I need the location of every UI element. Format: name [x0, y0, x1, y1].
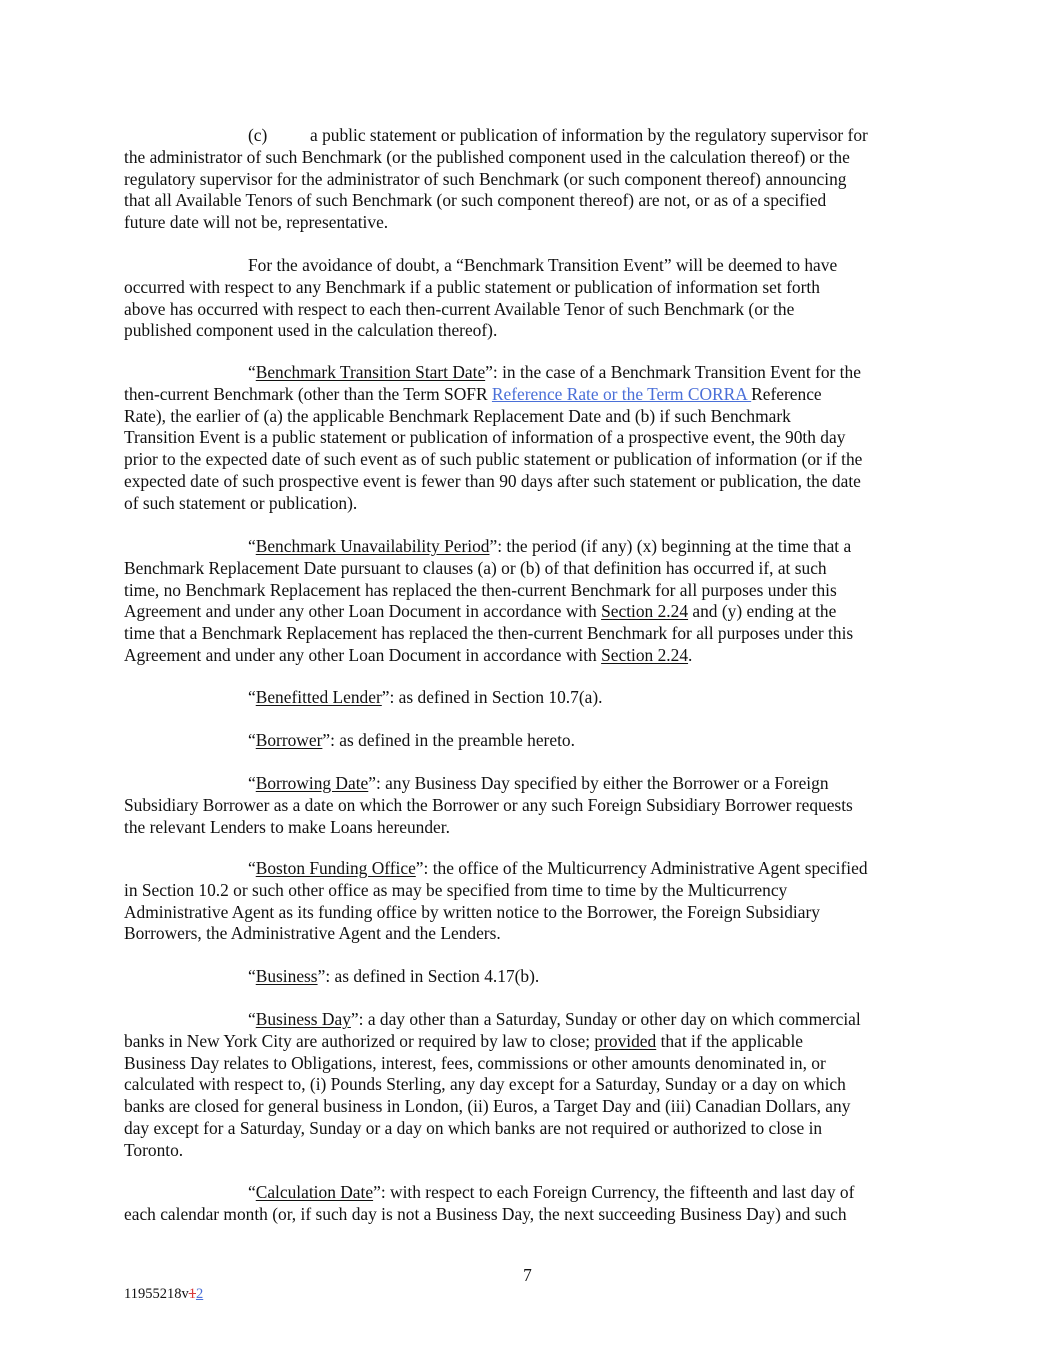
calculation-line-2: each calendar month (or, if such day is not a Business Day, the next succeeding Business Day) and such — [124, 1203, 847, 1224]
avoidance-line-2: occurred with respect to any Benchmark if a public statement or publication of information set forth — [124, 276, 820, 297]
boston-line-2: in Section 10.2 or such other office as may be specified from time to time by the Multicurrency — [124, 879, 788, 900]
business-day-line-1: “Business Day”: a day other than a Saturday, Sunday or other day on which commercial — [248, 1009, 861, 1029]
definition-text: : as defined in Section 4.17(b). — [325, 966, 540, 986]
clause-c-line-4: that all Available Tenors of such Benchmark (or such component thereof) are not, or as of a specified — [124, 190, 827, 211]
definition-text: : a day other than a Saturday, Sunday or other day on which commercial — [358, 1009, 861, 1029]
definition-borrower — [124, 730, 932, 752]
unavailability-line-3: time, no Benchmark Replacement has replaced the then-current Benchmark for all purposes under this — [124, 579, 837, 600]
clause-c-line-5: future date will not be, representative. — [124, 212, 389, 233]
clause-c-paragraph — [124, 125, 932, 234]
borrower-line-1: “Borrower”: as defined in the preamble hereto. — [248, 730, 575, 750]
unavailability-line-6 — [124, 645, 932, 667]
business-day-line-5: banks are closed for general business in London, (ii) Euros, a Target Day and (iii) Canadian Dollars, any — [124, 1096, 851, 1117]
definition-unavailability-period — [124, 536, 932, 667]
business-line-1: “Business”: as defined in Section 4.17(b). — [248, 966, 540, 986]
borrowing-date-line-1: “Borrowing Date”: any Business Day specified by either the Borrower or a Foreign — [248, 773, 829, 793]
unavailability-line-1: “Benchmark Unavailability Period”: the period (if any) (x) beginning at the time that a — [248, 536, 852, 556]
definition-calculation-date — [124, 1182, 932, 1226]
definition-text: : in the case of a Benchmark Transition Event for the — [492, 362, 861, 382]
definition-borrowing-date — [124, 773, 932, 838]
section-reference: Section 2.24 — [601, 601, 689, 622]
defined-term: Borrowing Date — [255, 773, 369, 793]
boston-line-1: “Boston Funding Office”: the office of the Multicurrency Administrative Agent specified — [248, 858, 868, 878]
definition-text: : as defined in the preamble hereto. — [330, 730, 575, 750]
definition-text: and (y) ending at the — [688, 601, 837, 622]
business-day-line-6: day except for a Saturday, Sunday or a day on which banks are not required or authorized to close in — [124, 1117, 823, 1138]
business-day-line-7: Toronto. — [124, 1139, 184, 1160]
definition-text: then-current Benchmark (other than the Term SOFR — [124, 383, 492, 404]
transition-start-line-6: expected date of such prospective event is fewer than 90 days after such statement or publication, the date — [124, 470, 861, 491]
page-number: 7 — [523, 1265, 532, 1285]
business-day-line-2 — [124, 1031, 932, 1053]
definition-benefitted-lender — [124, 687, 932, 709]
defined-term: Calculation Date — [255, 1182, 374, 1202]
avoidance-paragraph — [124, 255, 932, 342]
business-day-line-4: calculated with respect to, (i) Pounds Sterling, any day except for a Saturday, Sunday or a day on which — [124, 1074, 846, 1095]
defined-term: Business — [255, 966, 318, 986]
definition-text: : with respect to each Foreign Currency, the fifteenth and last day of — [380, 1182, 855, 1202]
transition-start-line-5: prior to the expected date of such event as of such public statement or publication of information (or if the — [124, 449, 863, 470]
boston-line-4: Borrowers, the Administrative Agent and the Lenders. — [124, 923, 501, 944]
deleted-version: 1 — [188, 1286, 196, 1302]
defined-term: Benchmark Unavailability Period — [255, 536, 490, 556]
proviso-keyword: provided — [594, 1030, 657, 1051]
transition-start-line-7: of such statement or publication). — [124, 492, 358, 513]
borrowing-date-line-3: the relevant Lenders to make Loans hereunder. — [124, 816, 450, 837]
transition-start-line-4: Transition Event is a public statement or publication of information of a prospective event, the 90th day — [124, 427, 846, 448]
clause-c-line-1 — [124, 125, 932, 147]
defined-term: Borrower — [255, 730, 323, 750]
benefitted-line-1: “Benefitted Lender”: as defined in Section 10.7(a). — [248, 687, 603, 707]
section-reference: Section 2.24 — [601, 644, 689, 665]
clause-c-text-1: a public statement or publication of information by the regulatory supervisor for — [310, 125, 868, 145]
definition-text: : as defined in Section 10.7(a). — [389, 687, 603, 707]
business-day-line-3: Business Day relates to Obligations, interest, fees, commissions or other amounts denominated in, or — [124, 1052, 826, 1073]
definition-text: banks in New York City are authorized or required by law to close; — [124, 1030, 595, 1051]
document-id-base: 11955218v — [124, 1286, 189, 1302]
unavailability-line-2: Benchmark Replacement Date pursuant to clauses (a) or (b) of that definition has occurred if, at such — [124, 557, 827, 578]
defined-term: Business Day — [255, 1009, 351, 1029]
definition-text: Reference — [751, 383, 822, 404]
definition-text: that if the applicable — [656, 1030, 804, 1051]
definition-text: Agreement and under any other Loan Document in accordance with — [124, 601, 602, 622]
boston-line-3: Administrative Agent as its funding office by written notice to the Borrower, the Foreign Subsidiary — [124, 901, 820, 922]
definition-text: : any Business Day specified by either the Borrower or a Foreign — [376, 773, 829, 793]
transition-start-line-2 — [124, 384, 932, 406]
avoidance-line-1: For the avoidance of doubt, a “Benchmark Transition Event” will be deemed to have — [248, 255, 838, 275]
inserted-text: Reference Rate or the Term CORRA — [491, 383, 752, 404]
clause-c-line-2: the administrator of such Benchmark (or the published component used in the calculation thereof) or the — [124, 146, 850, 167]
defined-term: Benefitted Lender — [255, 687, 382, 707]
definition-business-day — [124, 1009, 932, 1162]
definition-boston-funding-office — [124, 858, 932, 945]
inserted-version: 2 — [195, 1286, 204, 1302]
calculation-line-1: “Calculation Date”: with respect to each Foreign Currency, the fifteenth and last day of — [248, 1182, 855, 1202]
transition-start-line-3: Rate), the earlier of (a) the applicable Benchmark Replacement Date and (b) if such Benchmark — [124, 405, 791, 426]
defined-term: Boston Funding Office — [255, 858, 416, 878]
clause-c-line-3: regulatory supervisor for the administrator of such Benchmark (or such component thereof) announcing — [124, 168, 847, 189]
definition-text: . — [688, 644, 693, 665]
definition-text: Agreement and under any other Loan Document in accordance with — [124, 644, 602, 665]
clause-c-marker: (c) — [248, 125, 268, 145]
document-id — [124, 1284, 203, 1306]
definition-business — [124, 966, 932, 988]
definition-text: : the period (if any) (x) beginning at the time that a — [497, 536, 852, 556]
unavailability-line-4 — [124, 601, 932, 623]
unavailability-line-5: time that a Benchmark Replacement has replaced the then-current Benchmark for all purposes under this — [124, 623, 854, 644]
definition-text: : the office of the Multicurrency Administrative Agent specified — [423, 858, 868, 878]
avoidance-line-4: published component used in the calculation thereof). — [124, 320, 498, 341]
borrowing-date-line-2: Subsidiary Borrower as a date on which the Borrower or any such Foreign Subsidiary Borrower requests — [124, 794, 853, 815]
avoidance-line-3: above has occurred with respect to each then-current Available Tenor of such Benchmark (or the — [124, 298, 795, 319]
transition-start-line-1: “Benchmark Transition Start Date”: in the case of a Benchmark Transition Event for the — [248, 362, 861, 382]
definition-transition-start-date — [124, 362, 932, 515]
defined-term: Benchmark Transition Start Date — [255, 362, 486, 382]
